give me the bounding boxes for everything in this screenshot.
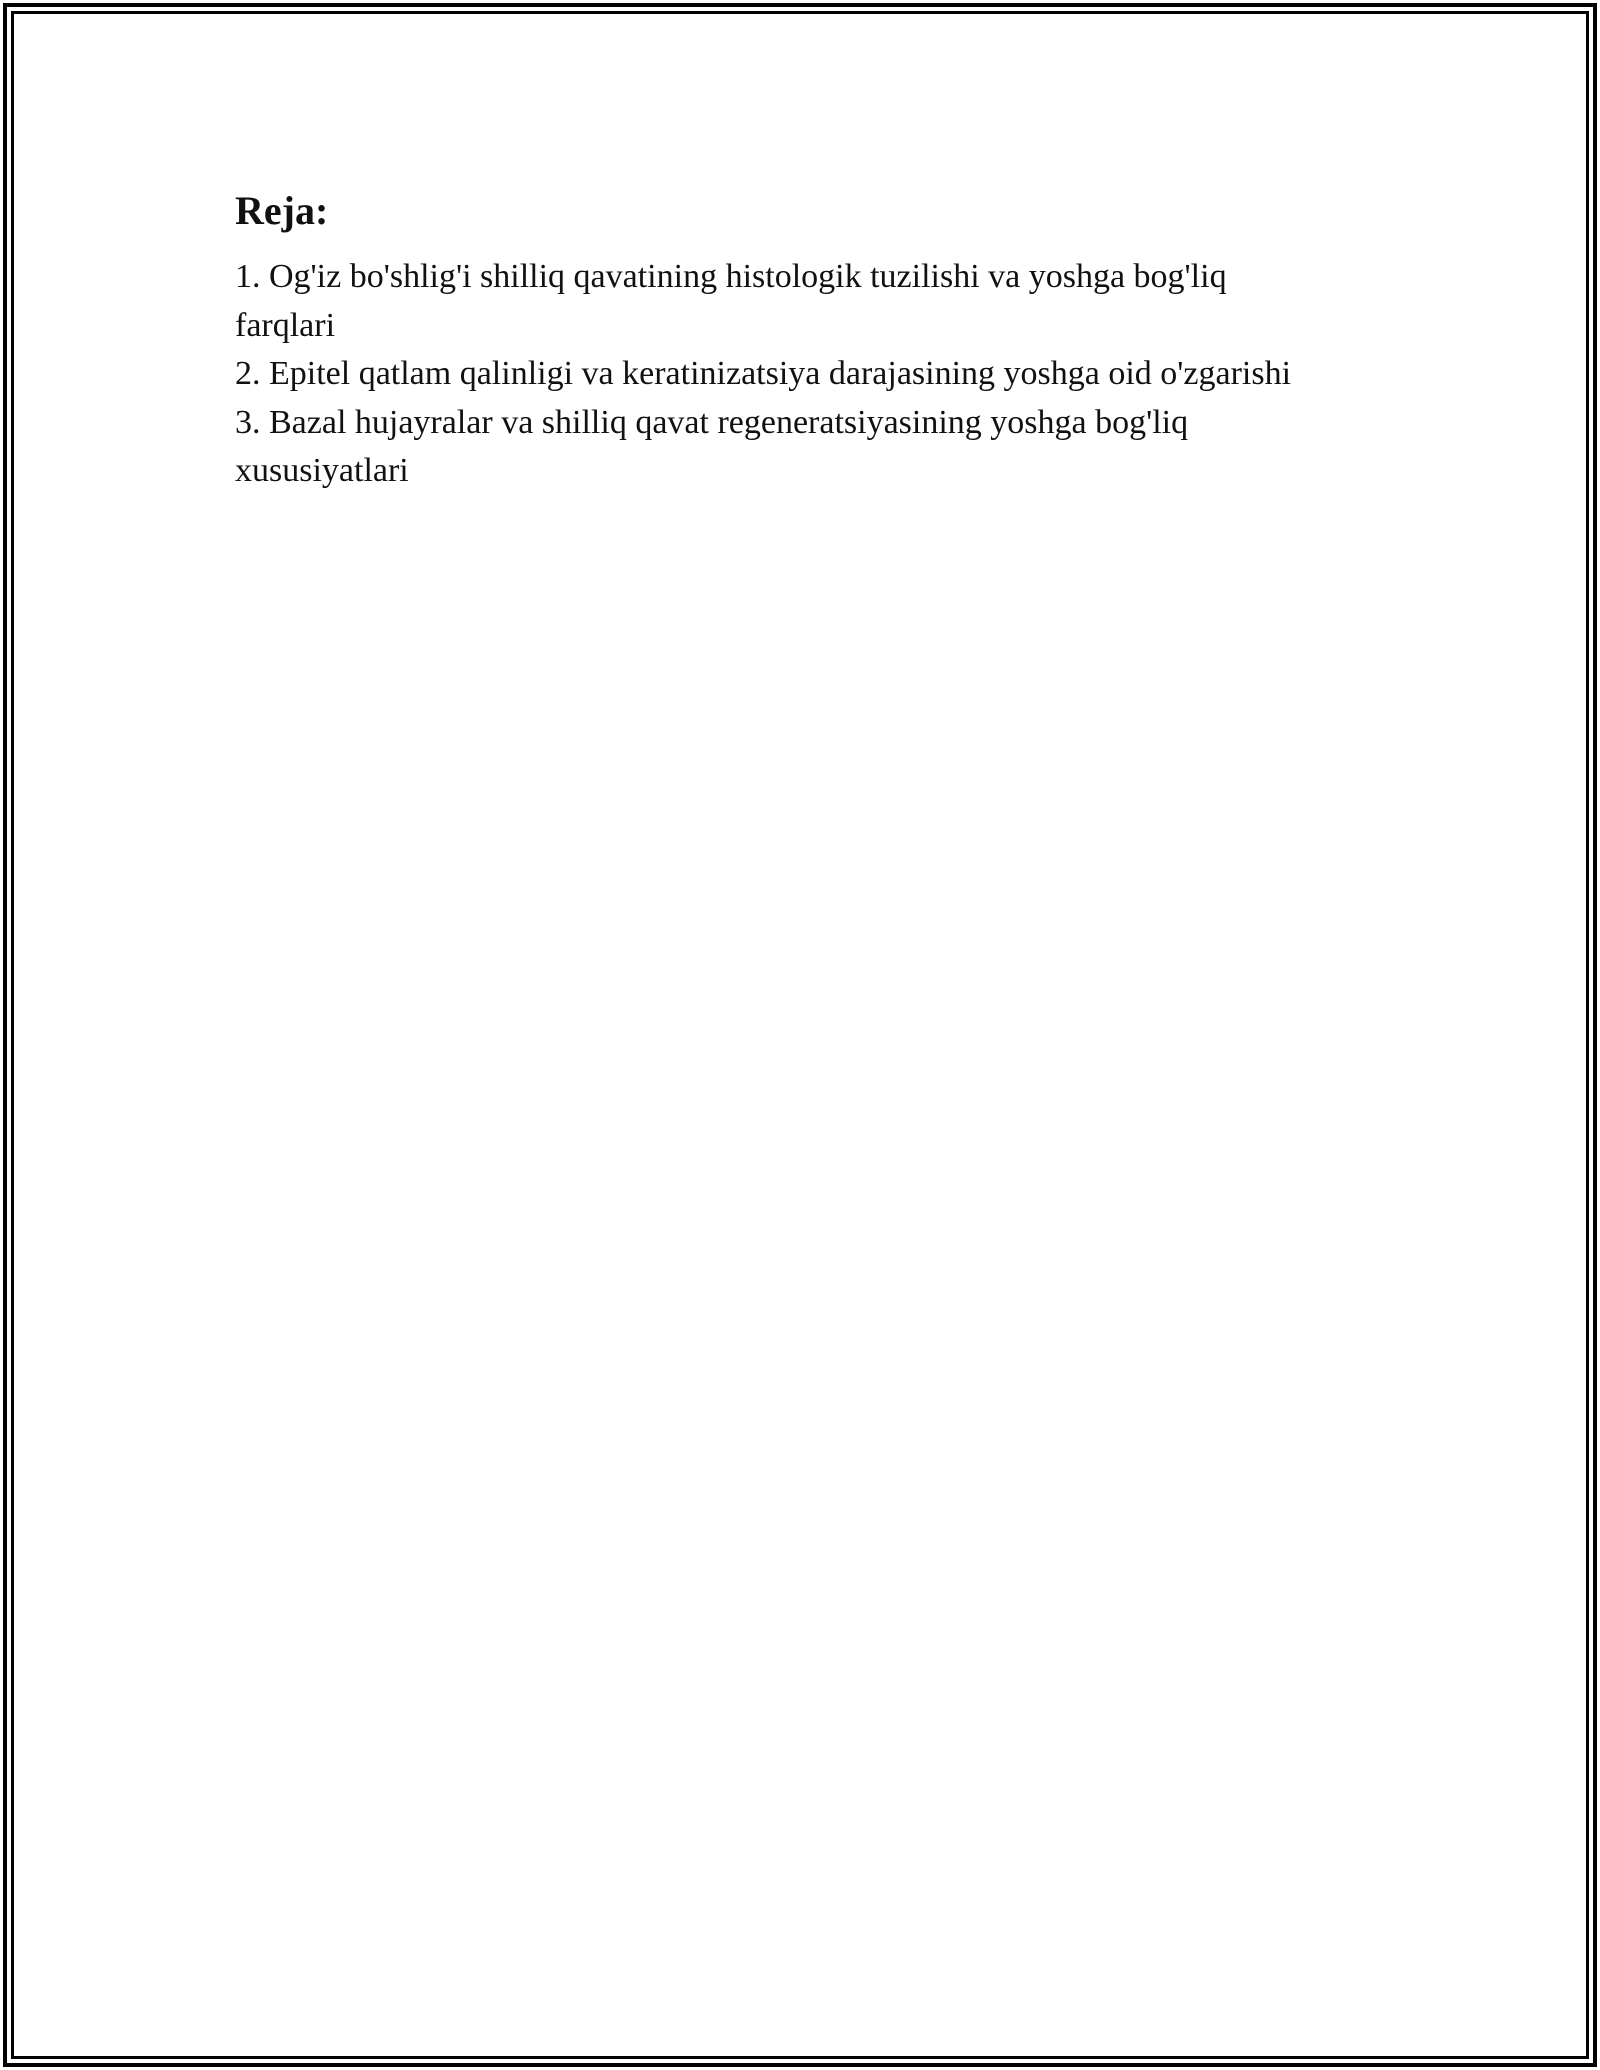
plan-item-3: 3. Bazal hujayralar va shilliq qavat regeneratsiyasining yoshga bog'liq xususiyatlari [235, 403, 1189, 489]
plan-list [235, 253, 1335, 496]
plan-item-2: 2. Epitel qatlam qalinligi va keratinizatsiya darajasining yoshga oid o'zgarishi [235, 355, 1292, 392]
document-content [235, 185, 1365, 496]
plan-item-1: 1. Og'iz bo'shlig'i shilliq qavatining histologik tuzilishi va yoshga bog'liq farqlari [235, 258, 1227, 344]
plan-heading: Reja: [235, 188, 329, 233]
